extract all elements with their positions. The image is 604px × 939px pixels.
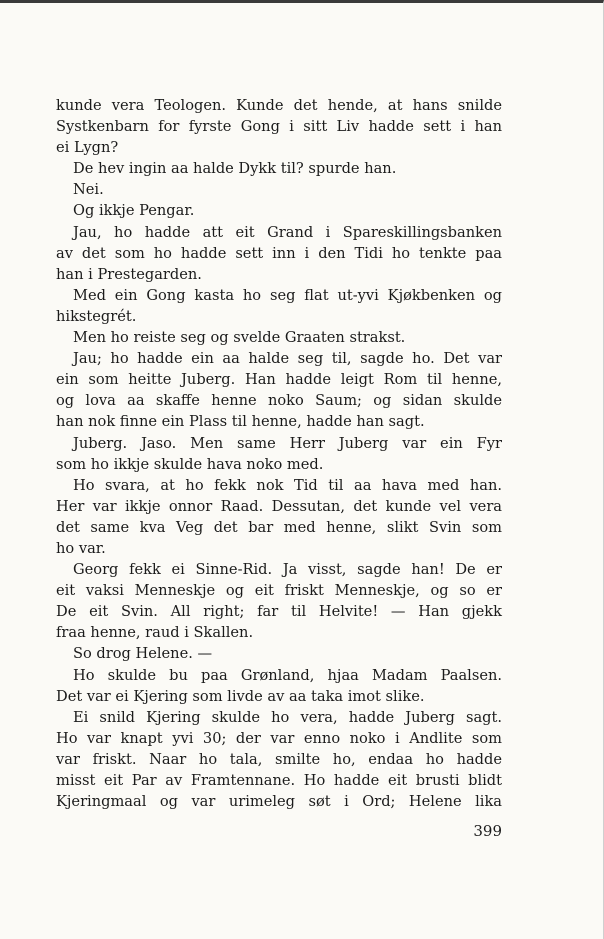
text-line: Systkenbarn for fyrste Gong i sitt Liv hadde sett i han (56, 118, 502, 136)
text-line: som ho ikkje skulde hava noko med. (56, 455, 324, 473)
body-text (56, 95, 502, 812)
text-line: Her var ikkje onnor Raad. Dessutan, det kunde vel vera (56, 497, 502, 515)
text-line: Det var ei Kjering som livde av aa taka imot slike. (56, 687, 425, 705)
text-line: Ho skulde bu paa Grønland, hjaa Madam Paalsen. (73, 666, 502, 684)
text-line: det same kva Veg det bar med henne, slikt Svin som (56, 518, 502, 536)
paragraph (56, 179, 502, 200)
paragraph (56, 158, 502, 179)
text-line: Og ikkje Pengar. (73, 202, 195, 220)
text-line: Med ein Gong kasta ho seg flat ut-yvi Kjøkbenken og (73, 286, 502, 304)
text-line: Men ho reiste seg og svelde Graaten strakst. (73, 329, 406, 347)
paragraph (56, 200, 502, 221)
text-line: kunde vera Teologen. Kunde det hende, at hans snilde (56, 97, 502, 114)
text-line: han nok finne ein Plass til henne, hadde han sagt. (56, 413, 425, 431)
text-line: Ho svara, at ho fekk nok Tid til aa hava med han. (73, 476, 502, 494)
paragraph (56, 222, 502, 285)
text-line: ho var. (56, 539, 106, 557)
text-line: ein som heitte Juberg. Han hadde leigt Rom til henne, (56, 371, 502, 389)
text-line: Ho var knapt yvi 30; der var enno noko i Andlite som (56, 729, 502, 747)
text-line: eit vaksi Menneskje og eit friskt Menneskje, og so er (56, 582, 502, 600)
paragraph (56, 433, 502, 475)
text-line: Georg fekk ei Sinne-Rid. Ja visst, sagde han! De er (73, 561, 502, 579)
paragraph (56, 665, 502, 707)
text-line: So drog Helene. — (73, 645, 213, 663)
paragraph (56, 707, 502, 812)
paragraph (56, 285, 502, 327)
text-line: han i Prestegarden. (56, 265, 202, 283)
text-line: ei Lygn? (56, 139, 119, 157)
text-line: Jau; ho hadde ein aa halde seg til, sagde ho. Det var (73, 350, 502, 368)
text-line: og lova aa skaffe henne noko Saum; og sidan skulde (56, 392, 502, 410)
text-line: Kjeringmaal og var urimeleg søt i Ord; Helene lika (56, 793, 502, 811)
text-line: De hev ingin aa halde Dykk til? spurde han. (73, 160, 397, 178)
text-line: var friskt. Naar ho tala, smilte ho, endaa ho hadde (56, 750, 502, 768)
text-line: Jau, ho hadde att eit Grand i Spareskillingsbanken (73, 223, 502, 241)
text-line: Nei. (73, 181, 104, 199)
text-line: Juberg. Jaso. Men same Herr Juberg var ein Fyr (73, 434, 502, 452)
page-number: 399 (473, 822, 502, 840)
paragraph (56, 643, 502, 664)
paragraph (56, 475, 502, 559)
paragraph (56, 327, 502, 348)
text-line: De eit Svin. All right; far til Helvite! — Han gjekk (56, 603, 502, 621)
paragraph (56, 95, 502, 158)
text-line: misst eit Par av Framtennane. Ho hadde eit brusti blidt (56, 772, 502, 789)
paragraph (56, 559, 502, 643)
text-line: fraa henne, raud i Skallen. (56, 624, 254, 642)
text-line: Ei snild Kjering skulde ho vera, hadde Juberg sagt. (73, 708, 502, 726)
text-line: av det som ho hadde sett inn i den Tidi ho tenkte paa (56, 244, 502, 262)
text-line: hikstegrét. (56, 307, 137, 325)
paragraph (56, 348, 502, 432)
